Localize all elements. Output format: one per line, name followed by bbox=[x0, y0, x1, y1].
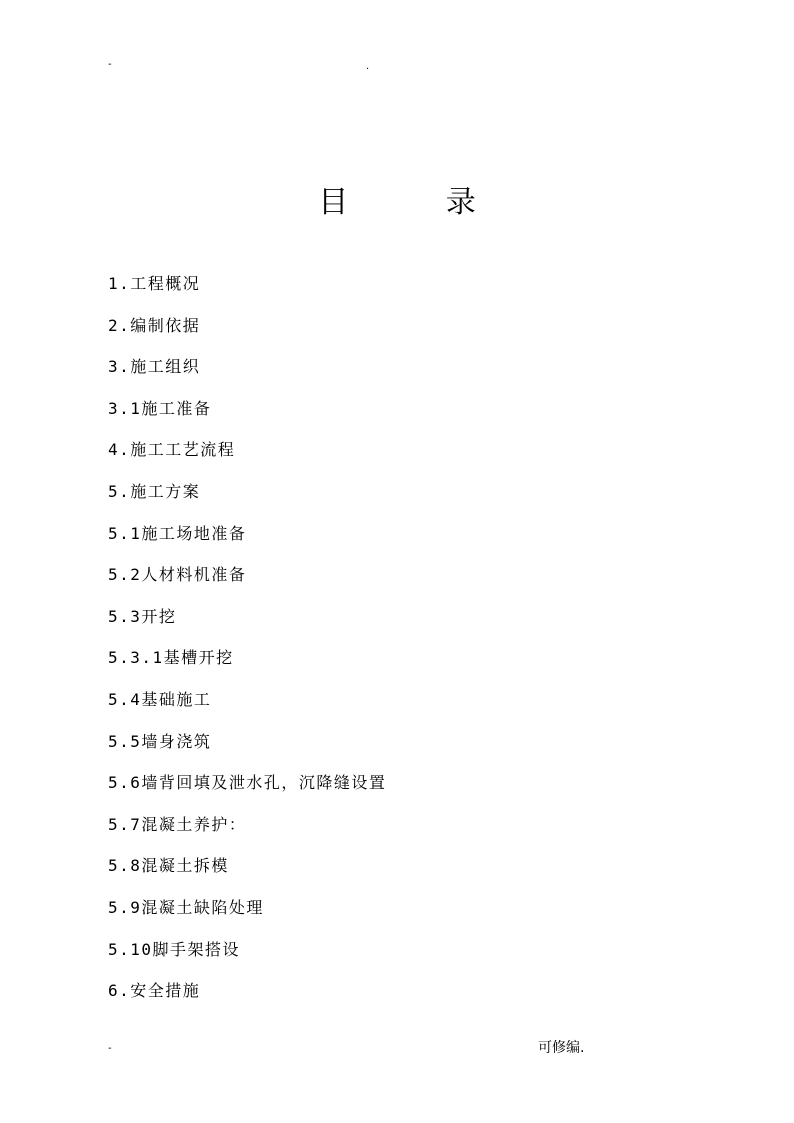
toc-item: 3.1施工准备 bbox=[108, 398, 212, 418]
toc-item: 5.1施工场地准备 bbox=[108, 523, 247, 543]
toc-item: 1.工程概况 bbox=[108, 274, 201, 293]
page-title: 目 录 bbox=[318, 185, 520, 220]
toc-item: 5.3开挖 bbox=[108, 606, 177, 626]
toc-item: 5.施工方案 bbox=[108, 481, 201, 501]
header-left-mark: - bbox=[108, 59, 112, 70]
table-of-contents bbox=[108, 273, 386, 1022]
toc-item: 5.9混凝土缺陷处理 bbox=[108, 897, 264, 917]
toc-item: 5.8混凝土拆模 bbox=[108, 856, 229, 876]
toc-item: 2.编制依据 bbox=[108, 315, 201, 335]
toc-item: 5.4基础施工 bbox=[108, 689, 212, 709]
toc-item: 4.施工工艺流程 bbox=[108, 440, 236, 460]
footer-left-mark: - bbox=[108, 1043, 112, 1054]
toc-item: 5.5墙身浇筑 bbox=[108, 731, 212, 751]
footer-editable-note: 可修编. bbox=[538, 1040, 585, 1056]
toc-item: 5.10脚手架搭设 bbox=[108, 939, 241, 959]
toc-item: 5.3.1基槽开挖 bbox=[108, 648, 234, 668]
toc-item: 5.6墙背回填及泄水孔，沉降缝设置 bbox=[108, 773, 387, 793]
toc-item: 6.安全措施 bbox=[108, 981, 201, 1001]
toc-item: 3.施工组织 bbox=[108, 357, 201, 377]
toc-item: 5.7混凝土养护： bbox=[108, 814, 247, 834]
toc-item: 5.2人材料机准备 bbox=[108, 565, 247, 585]
header-right-mark: . bbox=[366, 61, 370, 72]
